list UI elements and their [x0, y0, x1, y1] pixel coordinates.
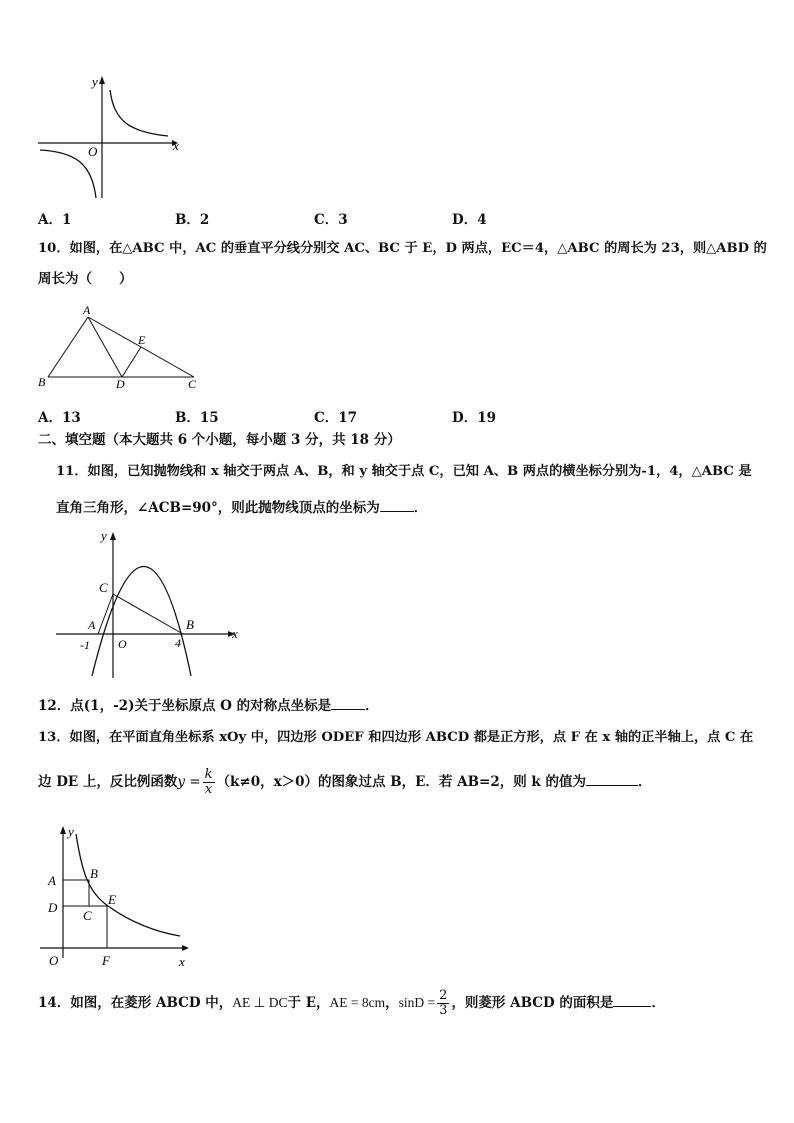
q13-stem-line2	[38, 764, 651, 800]
q10-option-d[interactable]: D．19	[452, 410, 496, 426]
q10-label-e: E	[138, 333, 146, 347]
q12-stem-text: 12．点(1，-2)关于坐标原点 O 的对称点坐标是	[38, 698, 332, 714]
q10-segment-de	[122, 347, 141, 377]
q11-label-b: B	[186, 617, 194, 632]
q9-option-a[interactable]: A．1	[38, 212, 72, 228]
q13-label-f: F	[102, 953, 110, 968]
q12-stem	[38, 697, 379, 715]
q13-square-abcd	[63, 880, 89, 906]
q9-hyperbola-graph	[36, 72, 186, 202]
q11-tick-neg1: -1	[80, 638, 90, 652]
q9-option-d[interactable]: D．4	[452, 212, 487, 228]
q9-option-b[interactable]: B．2	[175, 212, 210, 228]
q13-stem-period: ．	[637, 774, 652, 790]
q11-origin-label: O	[118, 637, 127, 651]
q14-condition-perpendicular: AE ⊥ DC	[232, 995, 288, 1010]
q10-option-a[interactable]: A．13	[38, 410, 81, 426]
q10-option-b[interactable]: B．15	[175, 410, 219, 426]
q9-curve-q1	[110, 90, 168, 136]
q13-answer-blank[interactable]	[586, 773, 638, 786]
q13-y-arrow	[60, 826, 66, 834]
q13-label-a: A	[48, 873, 56, 888]
q13-function-y: y =	[177, 774, 201, 790]
q13-y-label: y	[68, 824, 74, 839]
q9-x-label: x	[173, 138, 179, 153]
q14-stem-comma: ，	[385, 995, 399, 1011]
q13-function-numerator: k	[204, 767, 213, 782]
q13-label-e: E	[108, 892, 116, 907]
q10-stem-line2: 周长为（ ）	[38, 271, 133, 287]
q10-side-ab	[48, 317, 88, 377]
q11-segment-cb	[113, 594, 183, 634]
q10-label-c: C	[188, 377, 197, 391]
q13-stem-condition: （k≠0，x＞0）的图象过点 B，E．若 AB=2，则 k 的值为	[216, 774, 586, 790]
q11-label-c: C	[99, 580, 108, 595]
q10-label-b: B	[38, 375, 46, 389]
q10-label-a: A	[83, 303, 91, 317]
q11-label-a: A	[88, 618, 96, 632]
q13-x-label: x	[179, 954, 185, 969]
q13-stem-line1: 13．如图，在平面直角坐标系 xOy 中，四边形 ODEF 和四边形 ABCD 都是正方形，点 F 在 x 轴的正半轴上，点 C 在	[38, 730, 754, 745]
q13-function-denominator: x	[204, 782, 213, 797]
q11-x-label: x	[232, 626, 238, 641]
q14-stem-text: 14．如图，在菱形 ABCD 中，	[38, 995, 233, 1011]
q14-sin-numerator: 2	[439, 988, 448, 1003]
q9-y-arrow	[99, 76, 105, 84]
q10-triangle-figure	[36, 302, 206, 392]
q14-stem	[38, 985, 665, 1021]
q14-sin-fraction	[437, 989, 449, 1018]
q11-parabola-graph	[54, 528, 246, 678]
q11-stem-line1: 11．如图，已知抛物线和 x 轴交于两点 A、B，和 y 轴交于点 C，已知 A、B 两点的横坐标分别为-1，4，△ABC 是	[56, 464, 752, 479]
q11-stem-line2-text: 直角三角形，∠ACB=90°，则此抛物线顶点的坐标为	[56, 500, 380, 516]
q13-stem-line2-text: 边 DE 上，反比例函数	[38, 774, 178, 790]
q10-label-d: D	[116, 377, 125, 391]
q13-function-fraction	[203, 768, 215, 797]
q9-option-c[interactable]: C．3	[314, 212, 348, 228]
q9-origin-label: O	[88, 144, 98, 159]
q11-answer-blank[interactable]	[380, 499, 414, 512]
q14-answer-blank[interactable]	[613, 994, 651, 1007]
q10-stem-line1: 10．如图，在△ABC 中，AC 的垂直平分线分别交 AC、BC 于 E，D 两点，EC＝4，△ABC 的周长为 23，则△ABD 的	[38, 241, 767, 256]
q11-stem-line2	[56, 499, 427, 517]
q14-sin-denominator: 3	[439, 1003, 448, 1018]
q13-label-b: B	[90, 866, 98, 881]
q10-option-c[interactable]: C．17	[314, 410, 358, 426]
q14-condition-length: AE = 8cm	[329, 995, 386, 1010]
q12-stem-period: ．	[365, 698, 379, 714]
q14-stem-part2: 于 E，	[287, 995, 330, 1011]
q11-tick-4: 4	[175, 636, 181, 650]
q9-y-label: y	[92, 74, 98, 89]
q13-x-arrow	[182, 945, 189, 951]
q11-y-arrow	[110, 532, 116, 540]
q10-segment-ad	[88, 317, 122, 377]
q14-sin-label: sinD =	[398, 995, 436, 1010]
q14-stem-question: ，则菱形 ABCD 的面积是	[451, 995, 614, 1011]
q14-stem-period: ．	[651, 995, 665, 1011]
q11-y-label: y	[101, 528, 107, 543]
q13-origin-label: O	[49, 953, 59, 968]
q13-squares-graph	[38, 822, 198, 970]
q11-stem-period: ．	[413, 500, 428, 516]
q13-label-d: D	[48, 900, 58, 915]
section-2-heading: 二、填空题（本大题共 6 个小题，每小题 3 分，共 18 分）	[38, 432, 401, 448]
q13-label-c: C	[83, 908, 92, 923]
q12-answer-blank[interactable]	[331, 697, 365, 710]
